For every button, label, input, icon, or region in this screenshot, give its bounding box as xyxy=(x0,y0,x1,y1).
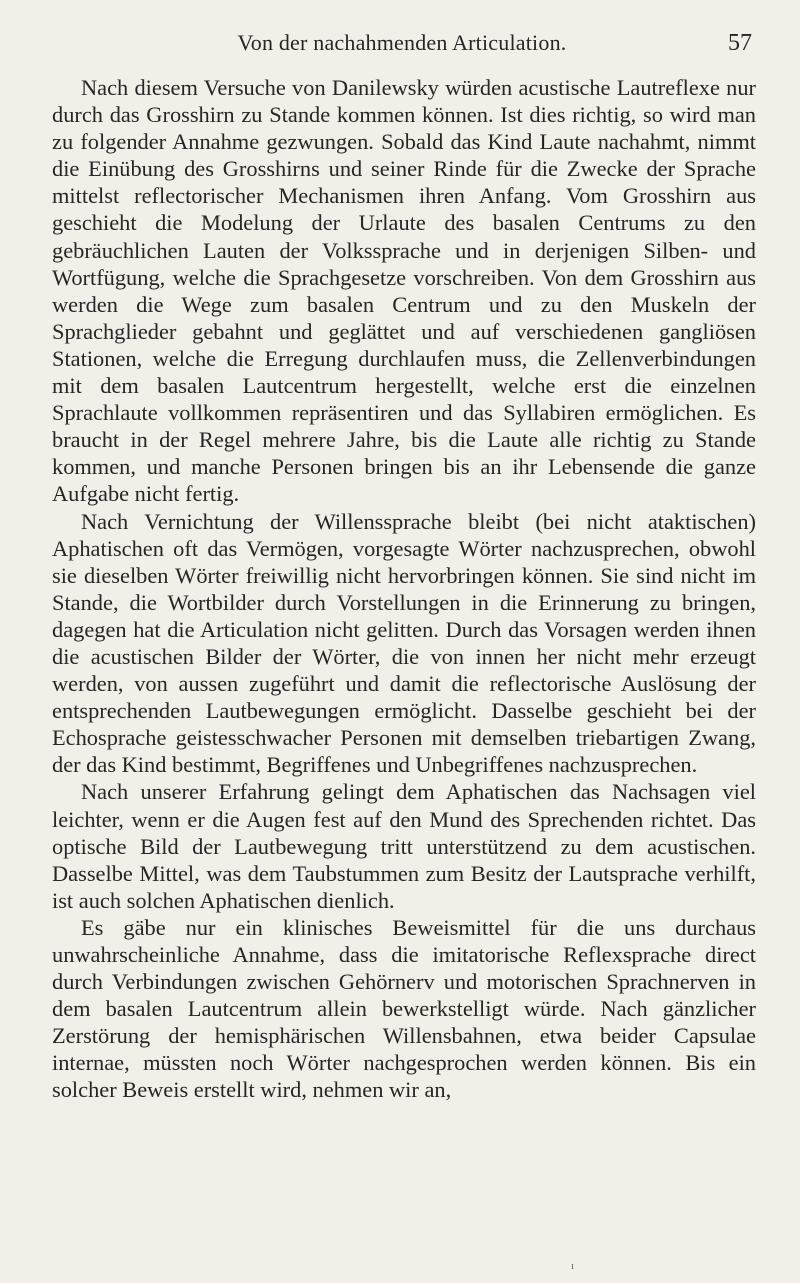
paragraph-willenssprache: Nach Vernichtung der Willenssprache bleibt (bei nicht ataktischen) Aphatischen oft das Vermögen, vorgesagte Wörter nachzusprechen, obwohl sie dieselben Wörter freiwillig nicht hervorbringen können. Sie sind nicht im Stande, die Wortbilder durch Vorstellungen in die Erinnerung zu bringen, dagegen hat die Articulation nicht gelitten. Durch das Vorsagen werden ihnen die acustischen Bilder der Wörter, die von innen her nicht mehr erzeugt werden, von aussen zugeführt und damit die reflectorische Auslösung der entsprechenden Lautbewegungen ermöglicht. Dasselbe geschieht bei der Echosprache geistesschwacher Personen mit demselben triebartigen Zwang, der das Kind bestimmt, Begriffenes und Unbegriffenes nachzusprechen. xyxy=(52,508,756,778)
stray-mark: ı xyxy=(571,1260,575,1272)
page-number: 57 xyxy=(728,30,752,56)
paragraph-nachsagen: Nach unserer Erfahrung gelingt dem Aphatischen das Nachsagen viel leichter, wenn er die Augen fest auf den Mund des Sprechenden richtet. Das optische Bild der Lautbewegung tritt unterstützend zu dem acustischen. Dasselbe Mittel, was dem Taubstummen zum Besitz der Lautsprache verhilft, ist auch solchen Aphatischen dienlich. xyxy=(52,779,756,913)
paragraph-beweismittel: Es gäbe nur ein klinisches Beweismittel für die uns durchaus unwahrscheinliche Annahme, dass die imitatorische Reflexsprache direct durch Verbindungen zwischen Gehörnerv und motorischen Sprachnerven in dem basalen Lautcentrum allein bewerkstelligt würde. Nach gänzlicher Zerstörung der hemisphärischen Willensbahnen, etwa beider Capsulae internae, müssten noch Wörter nachgesprochen werden können. Bis ein solcher Beweis erstellt wird, nehmen wir an, xyxy=(52,914,756,1103)
running-title: Von der nachahmenden Articulation. xyxy=(237,30,567,55)
running-head xyxy=(52,30,752,60)
paragraph-danilewsky: Nach diesem Versuche von Danilewsky würden acustische Lautreflexe nur durch das Grosshirn zu Stande kommen können. Ist dies richtig, so wird man zu folgender Annahme gezwungen. Sobald das Kind Laute nachahmt, nimmt die Einübung des Grosshirns und seiner Rinde für die Zwecke der Sprache mittelst reflectorischer Mechanismen ihren Anfang. Vom Grosshirn aus geschieht die Modelung der Urlaute des basalen Centrums zu den gebräuchlichen Lauten der Volkssprache und in derjenigen Silben- und Wortfügung, welche die Sprachgesetze vorschreiben. Von dem Grosshirn aus werden die Wege zum basalen Centrum und zu den Muskeln der Sprachglieder gebahnt und geglättet und auf verschiedenen gangliösen Stationen, welche die Erregung durchlaufen muss, die Zellenverbindungen mit dem basalen Lautcentrum hergestellt, welche erst die einzelnen Sprachlaute vollkommen repräsentiren und das Syllabiren ermöglichen. Es braucht in der Regel mehrere Jahre, bis die Laute alle richtig zu Stande kommen, und manche Personen bringen bis an ihr Lebensende die ganze Aufgabe nicht fertig. xyxy=(52,75,756,507)
text-body xyxy=(52,74,756,1104)
